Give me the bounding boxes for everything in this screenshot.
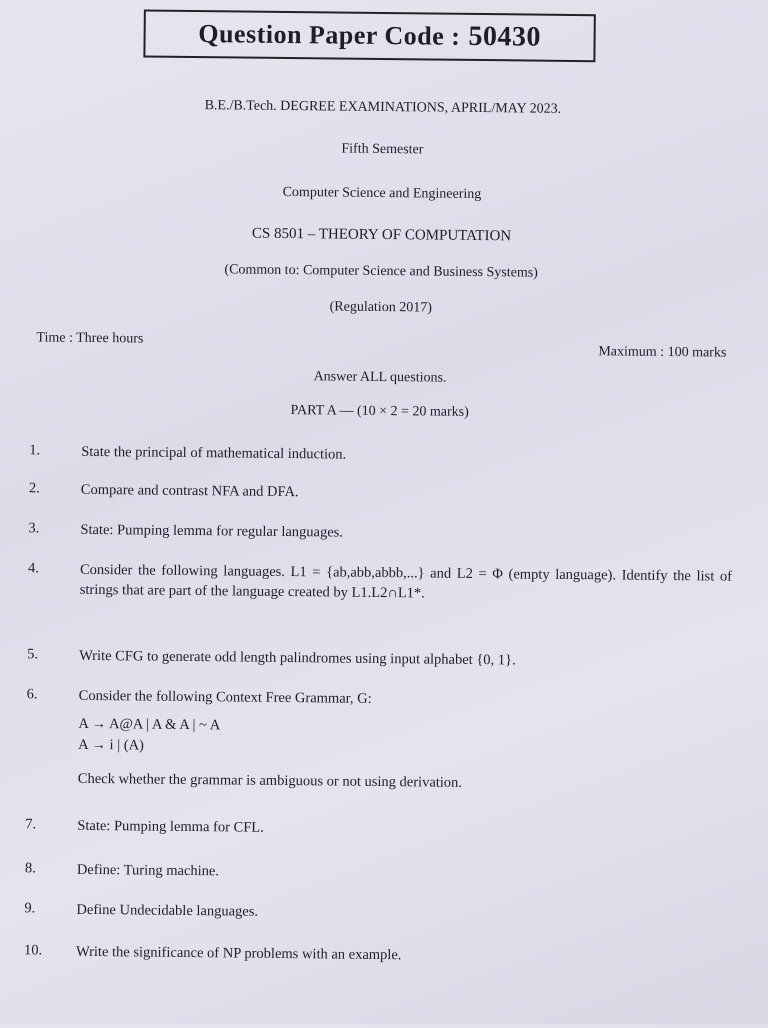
question-number: 5. [27,646,39,663]
question-number: 4. [27,560,39,577]
question-item [23,480,733,507]
question-item [19,860,729,887]
question-item [22,560,732,607]
question-number: 9. [24,900,36,917]
code-number: 50430 [468,20,542,53]
part-heading: PART A — (10 × 2 = 20 marks) [290,403,469,420]
semester: Fifth Semester [341,141,424,158]
question-text: State: Pumping lemma for CFL. [77,817,264,836]
question-text: Write the significance of NP problems with an example. [75,943,402,964]
grammar-production-1: A → A@A | A & A | ~ A [78,715,221,733]
question-item [18,942,728,969]
question-item [18,900,728,927]
question-text: Write CFG to generate odd length palindromes using input alphabet {0, 1}. [79,647,516,669]
course-title: CS 8501 – THEORY OF COMPUTATION [251,225,512,245]
question-text: Define Undecidable languages. [76,901,259,920]
question-number: 8. [24,860,36,877]
instruction: Answer ALL questions. [313,369,447,386]
question-number: 2. [28,480,40,497]
common-note: (Common to: Computer Science and Business Systems) [224,262,538,281]
question-item [21,646,731,673]
question-number: 10. [23,942,43,959]
question-subtext: Check whether the grammar is ambiguous or not using derivation. [77,770,463,791]
exam-title: B.E./B.Tech. DEGREE EXAMINATIONS, APRIL/MAY 2023. [204,98,562,117]
question-text: Consider the following Context Free Grammar, G: [78,687,372,707]
question-text: State the principal of mathematical induction. [81,443,347,463]
regulation: (Regulation 2017) [329,299,432,316]
question-number: 6. [26,686,38,703]
question-text-block [78,687,731,796]
question-number: 7. [25,816,37,833]
time-allowed: Time : Three hours [36,330,144,347]
question-text: State: Pumping lemma for regular languages. [80,521,344,541]
time-marks-row [36,330,726,361]
question-number: 1. [29,442,41,459]
question-paper-code-box [143,9,595,62]
question-item [20,686,731,796]
question-item [22,520,732,547]
question-text: Compare and contrast NFA and DFA. [80,481,299,501]
code-label: Question Paper Code : [198,19,461,51]
grammar-production-2: A → i | (A) [78,736,144,754]
department: Computer Science and Engineering [282,184,482,203]
question-item [19,816,729,843]
question-text: Define: Turing machine. [76,861,220,880]
maximum-marks: Maximum : 100 marks [598,344,727,361]
question-number: 3. [28,520,40,537]
question-text: Consider the following languages. L1 = {ab,abb,abbb,...} and L2 = Φ (empty language). Identify the list of strings that are part of the language created by L1.L2∩L1*. [79,561,733,602]
question-item [23,442,733,469]
